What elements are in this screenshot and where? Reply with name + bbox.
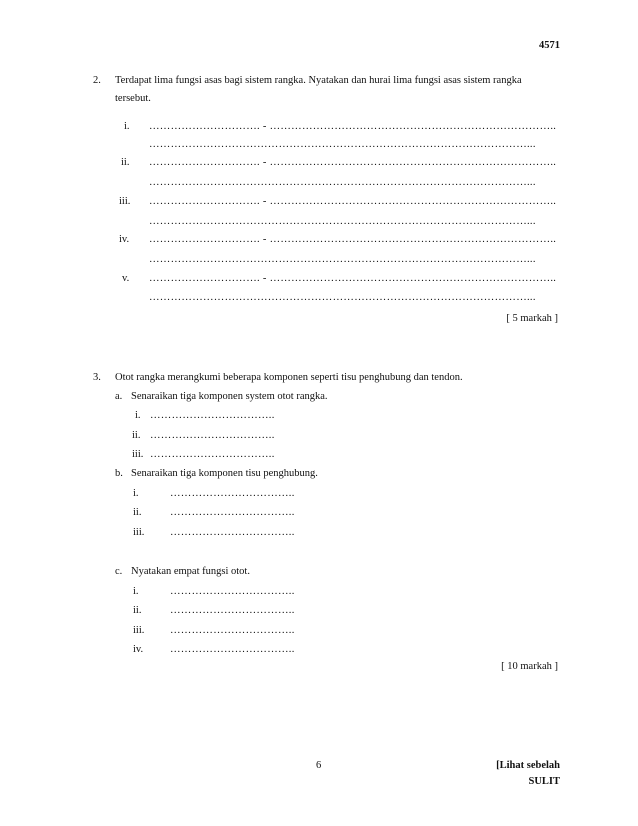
part-b-text: Senaraikan tiga komponen tisu penghubung. bbox=[131, 468, 318, 479]
part-a-item-label: i. bbox=[135, 410, 141, 421]
answer-line[interactable]: ……………………………………………………………………………………………... bbox=[149, 139, 536, 150]
part-c-item-label: iv. bbox=[133, 644, 144, 655]
header-code: 4571 bbox=[539, 40, 560, 51]
question-3-text: Otot rangka merangkumi beberapa komponen seperti tisu penghubung dan tendon. bbox=[115, 372, 463, 383]
answer-line[interactable]: …………………………….. bbox=[150, 410, 275, 421]
part-a-text: Senaraikan tiga komponen system otot rangka. bbox=[131, 391, 328, 402]
answer-line[interactable]: …………………………. - …………………………………………………………………….. bbox=[149, 157, 557, 168]
answer-line[interactable]: …………………………….. bbox=[170, 644, 295, 655]
answer-line[interactable]: …………………………….. bbox=[170, 586, 295, 597]
part-a-label: a. bbox=[115, 391, 123, 402]
classification-label: SULIT bbox=[528, 776, 560, 787]
item-label: ii. bbox=[121, 157, 130, 168]
answer-line[interactable]: …………………………….. bbox=[170, 625, 295, 636]
part-b-item-label: ii. bbox=[133, 507, 142, 518]
question-2-marks: [ 5 markah ] bbox=[506, 313, 558, 324]
answer-line[interactable]: …………………………….. bbox=[170, 605, 295, 616]
part-c-item-label: iii. bbox=[133, 625, 145, 636]
question-3-marks: [ 10 markah ] bbox=[501, 661, 558, 672]
part-c-label: c. bbox=[115, 566, 123, 577]
question-2-text-line-1: Terdapat lima fungsi asas bagi sistem rangka. Nyatakan dan hurai lima fungsi asas sistem rangka bbox=[115, 75, 522, 86]
part-c-text: Nyatakan empat fungsi otot. bbox=[131, 566, 250, 577]
answer-line[interactable]: …………………………. - …………………………………………………………………….. bbox=[149, 196, 557, 207]
answer-line[interactable]: …………………………. - …………………………………………………………………….. bbox=[149, 121, 557, 132]
part-b-label: b. bbox=[115, 468, 123, 479]
question-2-number: 2. bbox=[93, 75, 101, 86]
next-page-note: [Lihat sebelah bbox=[496, 760, 560, 771]
question-3-number: 3. bbox=[93, 372, 101, 383]
page-number: 6 bbox=[316, 760, 322, 771]
part-b-item-label: iii. bbox=[133, 527, 145, 538]
part-a-item-label: ii. bbox=[132, 430, 141, 441]
question-2-text-line-2: tersebut. bbox=[115, 93, 151, 104]
part-c-item-label: i. bbox=[133, 586, 139, 597]
part-a-item-label: iii. bbox=[132, 449, 144, 460]
answer-line[interactable]: …………………………….. bbox=[170, 488, 295, 499]
answer-line[interactable]: ……………………………………………………………………………………………... bbox=[149, 254, 536, 265]
part-c-item-label: ii. bbox=[133, 605, 142, 616]
answer-line[interactable]: …………………………….. bbox=[150, 449, 275, 460]
answer-line[interactable]: ……………………………………………………………………………………………... bbox=[149, 177, 536, 188]
answer-line[interactable]: …………………………….. bbox=[170, 527, 295, 538]
item-label: iii. bbox=[119, 196, 131, 207]
item-label: v. bbox=[122, 273, 130, 284]
answer-line[interactable]: ……………………………………………………………………………………………... bbox=[149, 216, 536, 227]
answer-line[interactable]: …………………………….. bbox=[170, 507, 295, 518]
item-label: iv. bbox=[119, 234, 130, 245]
item-label: i. bbox=[124, 121, 130, 132]
answer-line[interactable]: ……………………………………………………………………………………………... bbox=[149, 292, 536, 303]
answer-line[interactable]: …………………………….. bbox=[150, 430, 275, 441]
part-b-item-label: i. bbox=[133, 488, 139, 499]
answer-line[interactable]: …………………………. - …………………………………………………………………….. bbox=[149, 273, 557, 284]
answer-line[interactable]: …………………………. - …………………………………………………………………….. bbox=[149, 234, 557, 245]
